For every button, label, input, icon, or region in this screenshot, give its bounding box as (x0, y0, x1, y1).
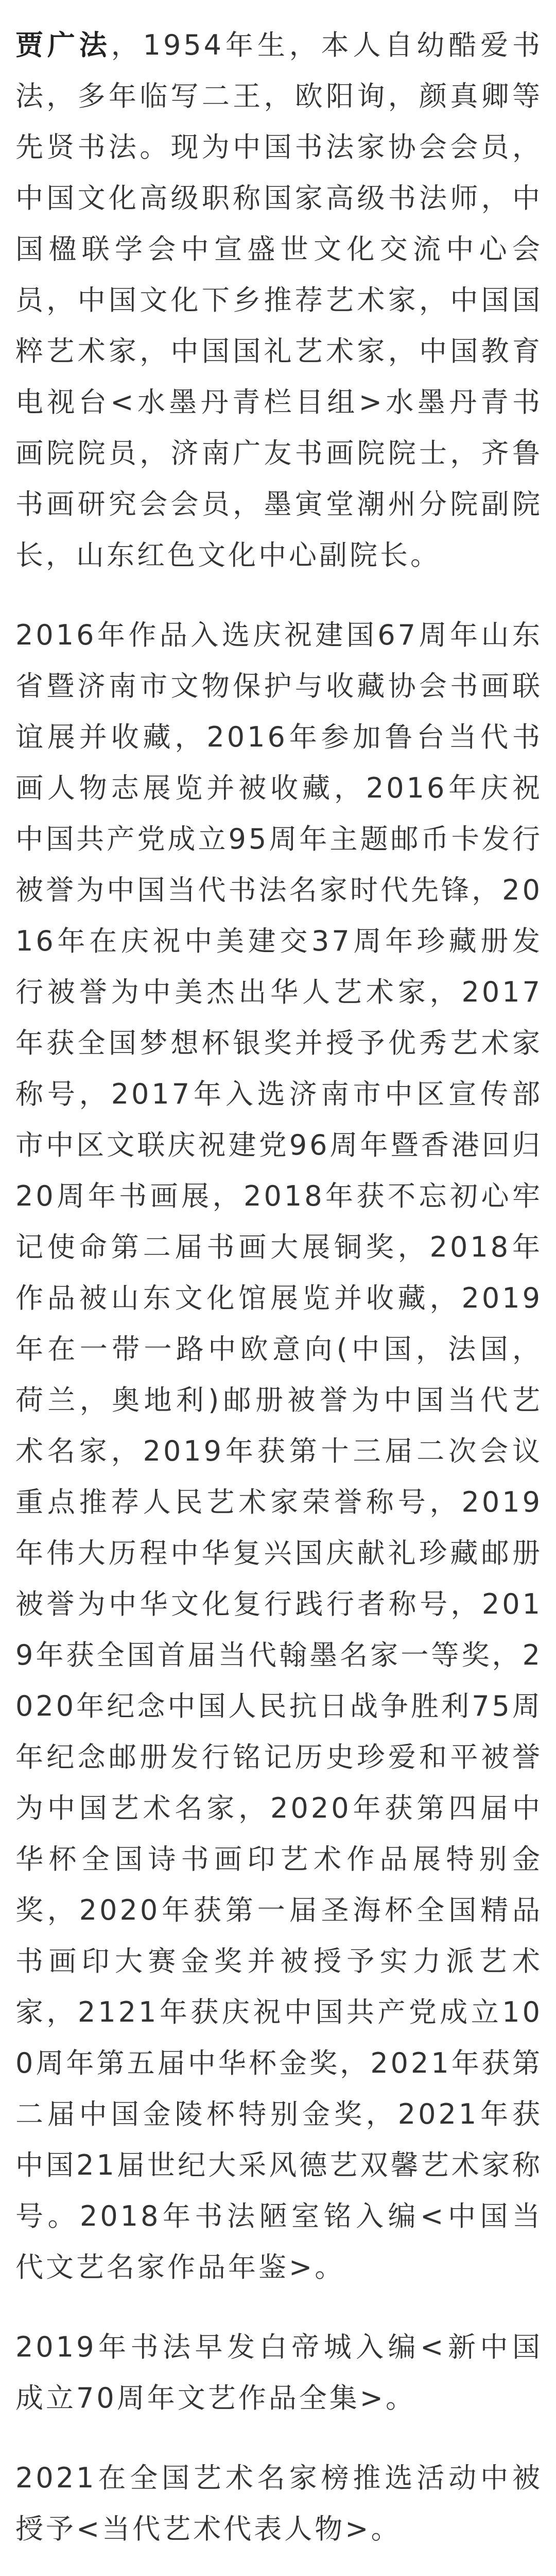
article-body (15, 20, 543, 2576)
bio-text: ，1954年生，本人自幼酷爱书法，多年临写二王，欧阳询，颜真卿等先贤书法。现为中国书法家协会会员，中国文化高级职称国家高级书法师，中国楹联学会中宣盛世文化交流中心会员，中国文化下乡推荐艺术家，中国国粹艺术家，中国国礼艺术家，中国教育电视台<水墨丹青栏目组>水墨丹青书画院院员，济南广友书画院院士，齐鲁书画研究会会员，墨寅堂潮州分院副院长，山东红色文化中心副院长。 (15, 29, 543, 571)
artist-name: 贾广法 (15, 29, 111, 61)
award-paragraph: 2019年书法早发白帝城入编<新中国成立70周年文艺作品全集>。 (15, 2331, 543, 2414)
bio-paragraph (15, 20, 543, 581)
award-paragraph: 2016年作品入选庆祝建国67周年山东省暨济南市文物保护与收藏协会书画联谊展并收藏，2016年参加鲁台当代书画人物志展览并被收藏，2016年庆祝中国共产党成立95周年主题邮币卡发行被誉为中国当代书法名家时代先锋，2016年在庆祝中美建交37周年珍藏册发行被誉为中美杰出华人艺术家，2017年获全国梦想杯银奖并授予优秀艺术家称号，2017年入选济南市中区宣传部市中区文联庆祝建党96周年暨香港回归20周年书画展，2018年获不忘初心牢记使命第二届书画大展铜奖，2018年作品被山东文化馆展览并收藏，2019年在一带一路中欧意向(中国，法国，荷兰，奥地利)邮册被誉为中国当代艺术名家，2019年获第十三届二次会议重点推荐人民艺术家荣誉称号，2019年伟大历程中华复兴国庆献礼珍藏邮册被誉为中华文化复行践行者称号，2019年获全国首届当代翰墨名家一等奖，2020年纪念中国人民抗日战争胜利75周年纪念邮册发行铭记历史珍爱和平被誉为中国艺术名家，2020年获第四届中华杯全国诗书画印艺术作品展特别金奖，2020年获第一届圣海杯全国精品书画印大赛金奖并被授予实力派艺术家，2121年获庆祝中国共产党成立100周年第五届中华杯金奖，2021年获第二届中国金陵杯特别金奖，2021年获中国21届世纪大采风德艺双馨艺术家称号。2018年书法陋室铭入编<中国当代文艺名家作品年鉴>。 (15, 619, 543, 2283)
award-paragraph: 2021在全国艺术名家榜推选活动中被授予<当代艺术代表人物>。 (15, 2462, 543, 2545)
